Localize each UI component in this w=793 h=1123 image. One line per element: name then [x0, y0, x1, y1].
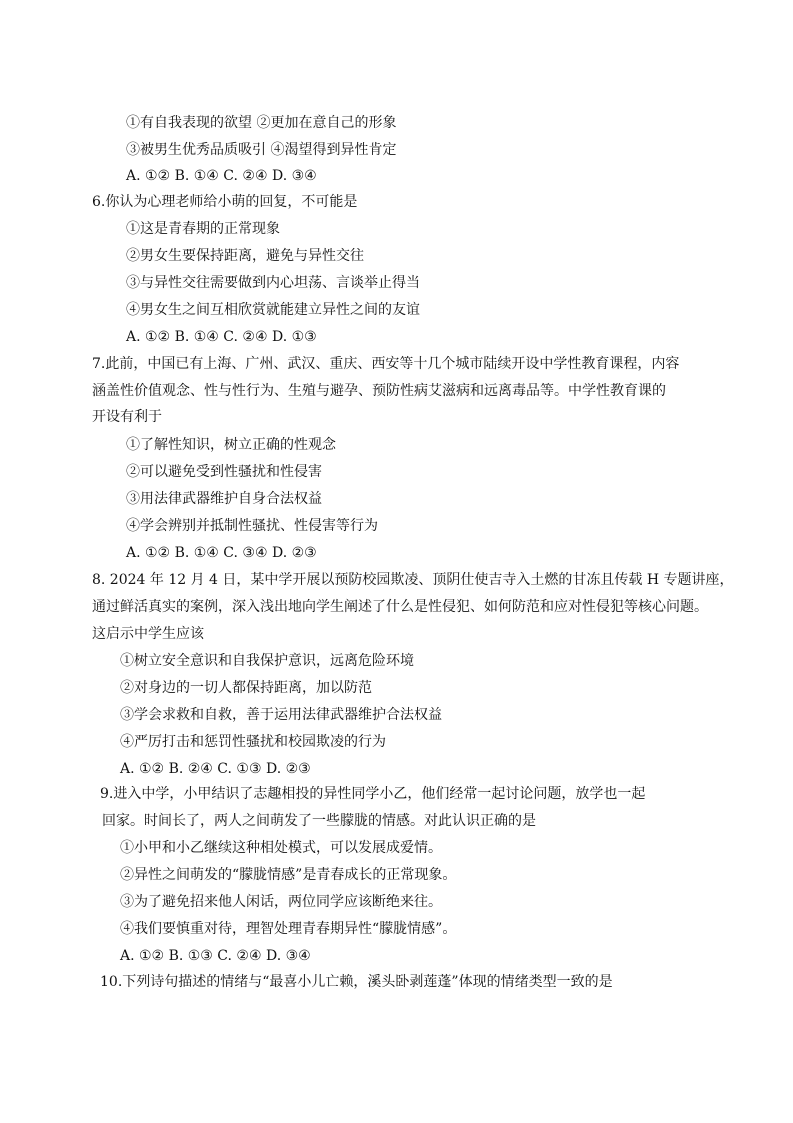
q7-stem-line-2: 涵盖性价值观念、性与性行为、生殖与避孕、预防性病艾滋病和远离毒品等。中学性教育课的: [92, 383, 666, 399]
q6-option-3: ③与异性交往需要做到内心坦荡、言谈举止得当: [126, 275, 420, 291]
q10-stem: 10.下列诗句描述的情绪与“最喜小儿亡赖，溪头卧剥莲蓬”体现的情绪类型一致的是: [100, 974, 613, 990]
q8-option-3: ③学会求救和自救，善于运用法律武器维护合法权益: [120, 707, 442, 723]
q9-stem-line-2: 回家。时间长了，两人之间萌发了一些朦胧的情感。对此认识正确的是: [102, 813, 536, 829]
q6-option-2: ②男女生要保持距离，避免与异性交往: [126, 248, 364, 264]
q9-answers: A. ①② B. ①③ C. ②④ D. ③④: [120, 948, 311, 964]
q7-answers: A. ①② B. ①④ C. ③④ D. ②③: [126, 545, 317, 561]
q7-option-2: ②可以避免受到性骚扰和性侵害: [126, 464, 322, 480]
q8-stem-line-3: 这启示中学生应该: [92, 626, 204, 642]
q7-option-4: ④学会辨别并抵制性骚扰、性侵害等行为: [126, 518, 378, 534]
q7-stem-line-3: 开设有利于: [92, 409, 162, 425]
q9-stem-line-1: 9.进入中学，小甲结识了志趣相投的异性同学小乙，他们经常一起讨论问题，放学也一起: [100, 786, 646, 802]
q8-stem-line-1: 8. 2024 年 12 月 4 日，某中学开展以预防校园欺凌、顶阴仕使吉寺入土燃的甘冻且传载 H 专题讲座，: [92, 572, 734, 588]
q9-option-4: ④我们要慎重对待，理智处理青春期异性“朦胧情感”。: [120, 921, 457, 937]
q8-stem-line-2: 通过鲜活真实的案例，深入浅出地向学生阐述了什么是性侵犯、如何防范和应对性侵犯等核心问题。: [92, 599, 708, 615]
q5-options-line-1: ①有自我表现的欲望 ②更加在意自己的形象: [126, 115, 397, 131]
q6-option-1: ①这是青春期的正常现象: [126, 221, 280, 237]
q9-option-3: ③为了避免招来他人闲话，两位同学应该断绝来往。: [120, 894, 442, 910]
q5-options-line-2: ③被男生优秀品质吸引 ④渴望得到异性肯定: [126, 142, 397, 158]
q9-option-1: ①小甲和小乙继续这种相处模式，可以发展成爱情。: [120, 840, 442, 856]
q6-stem: 6.你认为心理老师给小萌的回复，不可能是: [92, 194, 358, 210]
q8-option-1: ①树立安全意识和自我保护意识，远离危险环境: [120, 653, 414, 669]
q7-option-1: ①了解性知识，树立正确的性观念: [126, 437, 336, 453]
q7-stem-line-1: 7.此前，中国已有上海、广州、武汉、重庆、西安等十几个城市陆续开设中学性教育课程，内容: [92, 356, 680, 372]
q8-option-2: ②对身边的一切人都保持距离，加以防范: [120, 680, 372, 696]
q6-answers: A. ①② B. ①④ C. ②④ D. ①③: [126, 329, 317, 345]
q9-option-2: ②异性之间萌发的“朦胧情感”是青春成长的正常现象。: [120, 867, 457, 883]
q5-answers: A. ①② B. ①④ C. ②④ D. ③④: [126, 168, 317, 184]
q8-answers: A. ①② B. ②④ C. ①③ D. ②③: [120, 761, 311, 777]
q7-option-3: ③用法律武器维护自身合法权益: [126, 491, 322, 507]
q6-option-4: ④男女生之间互相欣赏就能建立异性之间的友谊: [126, 302, 420, 318]
q8-option-4: ④严厉打击和惩罚性骚扰和校园欺凌的行为: [120, 734, 386, 750]
